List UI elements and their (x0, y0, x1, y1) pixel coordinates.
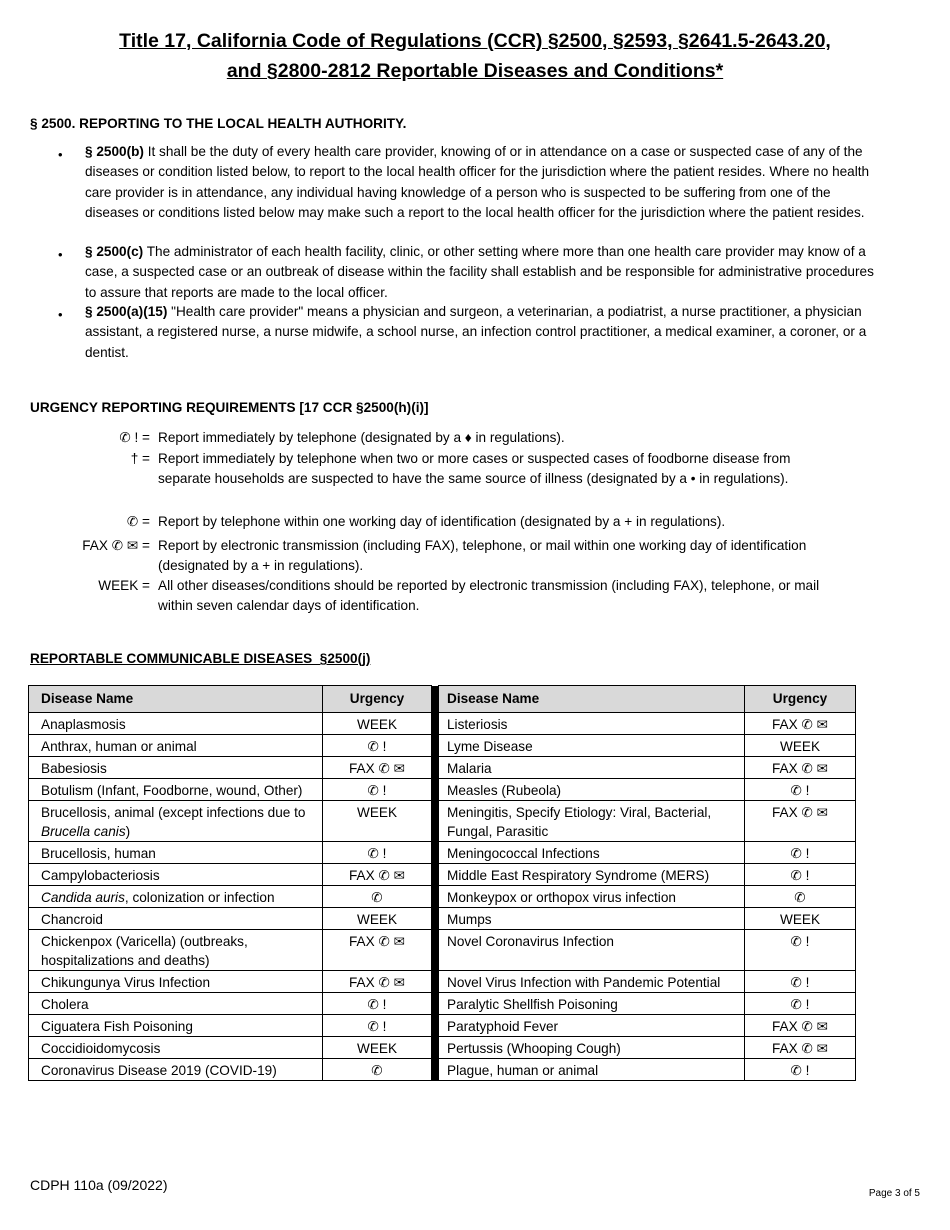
urgency-cell: FAX ✆ ✉ (745, 757, 856, 779)
urgency-cell: WEEK (745, 908, 856, 930)
urgency-cell: FAX ✆ ✉ (745, 801, 856, 842)
bullet-2500a15: • § 2500(a)(15) "Health care provider" means a physician and surgeon, a veterinarian, a podiatrist, a nurse practitioner, a physician assistant, a registered nurse, a nurse midwife, a school nurse, an infection control practitioner, a medical examiner, a coroner, or a dentist. (85, 302, 885, 363)
disease-name-cell (29, 757, 323, 779)
table-row (29, 1015, 856, 1037)
urgency-cell: WEEK (323, 801, 432, 842)
disease-name-cell (29, 779, 323, 801)
column-divider (432, 886, 439, 908)
disease-name-italic: Brucella canis (41, 824, 126, 839)
disease-name: Coronavirus Disease 2019 (COVID-19) (41, 1063, 277, 1078)
table-row (29, 993, 856, 1015)
column-divider (432, 930, 439, 971)
disease-name-cell (439, 713, 745, 735)
table-row (29, 1059, 856, 1081)
disease-name-cell (439, 993, 745, 1015)
urgency-cell: ✆ ! (745, 779, 856, 801)
column-divider (432, 864, 439, 886)
column-divider (432, 1037, 439, 1059)
disease-name: Lyme Disease (447, 739, 533, 754)
disease-name-cell (29, 735, 323, 757)
urgency-cell: FAX ✆ ✉ (323, 864, 432, 886)
disease-name-cell (439, 735, 745, 757)
urgency-cell: WEEK (323, 713, 432, 735)
urgency-cell: ✆ ! (745, 842, 856, 864)
disease-name-cell (439, 801, 745, 842)
disease-name: Brucellosis, animal (except infections due to (41, 805, 306, 820)
urgency-heading: URGENCY REPORTING REQUIREMENTS [17 CCR §2500(h)(i)] (30, 400, 429, 415)
disease-name: Chickenpox (Varicella) (outbreaks, hospitalizations and deaths) (41, 934, 248, 968)
table-row (29, 886, 856, 908)
table-row (29, 971, 856, 993)
disease-name: Meningitis, Specify Etiology: Viral, Bacterial, Fungal, Parasitic (447, 805, 712, 839)
disease-name-cell (29, 1015, 323, 1037)
disease-name: Chikungunya Virus Infection (41, 975, 211, 990)
header-urgency: Urgency (745, 686, 856, 713)
header-disease-name: Disease Name (29, 686, 323, 713)
urgency-cell: FAX ✆ ✉ (745, 1037, 856, 1059)
column-divider (432, 801, 439, 842)
column-divider (432, 757, 439, 779)
urgency-cell: FAX ✆ ✉ (745, 1015, 856, 1037)
disease-name-italic: Candida auris (41, 890, 125, 905)
disease-name: Botulism (Infant, Foodborne, wound, Other) (41, 783, 303, 798)
disease-name-cell (439, 1015, 745, 1037)
disease-name-cell (29, 971, 323, 993)
urgency-cell: ✆ (323, 886, 432, 908)
disease-name-cell (29, 713, 323, 735)
disease-name: Measles (Rubeola) (447, 783, 562, 798)
urgency-cell: ✆ ! (745, 971, 856, 993)
table-row (29, 801, 856, 842)
disease-name: Middle East Respiratory Syndrome (MERS) (447, 868, 710, 883)
disease-name: Meningococcal Infections (447, 846, 600, 861)
column-divider (432, 713, 439, 735)
disease-name: Cholera (41, 997, 89, 1012)
disease-name: , colonization or infection (124, 890, 275, 905)
urgency-cell: FAX ✆ ✉ (323, 757, 432, 779)
disease-name: Campylobacteriosis (41, 868, 160, 883)
table-row (29, 930, 856, 971)
urgency-cell: ✆ ! (323, 1015, 432, 1037)
urgency-cell: FAX ✆ ✉ (745, 713, 856, 735)
column-divider (432, 735, 439, 757)
column-divider (432, 1015, 439, 1037)
disease-name-cell (439, 930, 745, 971)
disease-name-cell (439, 864, 745, 886)
urgency-cell: ✆ ! (745, 930, 856, 971)
urgency-cell: ✆ (745, 886, 856, 908)
page-number: Page 3 of 5 (868, 1188, 920, 1199)
disease-name-cell (29, 842, 323, 864)
section-2500-heading: § 2500. REPORTING TO THE LOCAL HEALTH AUTHORITY. (30, 116, 407, 131)
disease-name-cell (29, 864, 323, 886)
column-divider (432, 686, 439, 713)
urgency-cell: ✆ ! (323, 779, 432, 801)
urgency-cell: FAX ✆ ✉ (323, 930, 432, 971)
table-row (29, 908, 856, 930)
disease-name-cell (29, 801, 323, 842)
form-number: CDPH 110a (09/2022) (30, 1177, 168, 1193)
table-row (29, 1037, 856, 1059)
urgency-cell: ✆ ! (745, 993, 856, 1015)
bullet-2500b: • § 2500(b) It shall be the duty of every health care provider, knowing of or in attendance on a case or suspected case of any of the diseases or condition listed below, to report to the local health officer for the jurisdiction where the patient resides. Where no health care provider is in attendance, any individual having knowledge of a person who is suspected to be suffering from one of the diseases or conditions listed below may make such a report to the local health officer for the jurisdiction where the patient resides. (85, 142, 885, 223)
disease-name-cell (29, 886, 323, 908)
urgency-cell: ✆ ! (323, 993, 432, 1015)
column-divider (432, 971, 439, 993)
urgency-cell: ✆ ! (323, 735, 432, 757)
column-divider (432, 993, 439, 1015)
disease-name: Novel Coronavirus Infection (447, 934, 614, 949)
disease-name-suffix: ) (125, 824, 131, 839)
disease-name-cell (29, 993, 323, 1015)
column-divider (432, 1059, 439, 1081)
disease-name: Novel Virus Infection with Pandemic Potential (447, 975, 721, 990)
urgency-cell: FAX ✆ ✉ (323, 971, 432, 993)
table-row (29, 735, 856, 757)
disease-name-cell (439, 757, 745, 779)
urgency-cell: ✆ ! (745, 864, 856, 886)
disease-name: Coccidioidomycosis (41, 1041, 161, 1056)
disease-name: Monkeypox or orthopox virus infection (447, 890, 676, 905)
urgency-cell: ✆ (323, 1059, 432, 1081)
disease-name: Chancroid (41, 912, 103, 927)
table-row (29, 713, 856, 735)
bullet-2500c: • § 2500(c) The administrator of each health facility, clinic, or other setting where more than one health care provider may know of a case, a suspected case or an outbreak of disease within the facility shall establish and be responsible for administrative procedures to assure that reports are made to the local officer. (85, 242, 885, 303)
disease-name: Ciguatera Fish Poisoning (41, 1019, 193, 1034)
disease-name: Anaplasmosis (41, 717, 126, 732)
header-disease-name: Disease Name (439, 686, 745, 713)
disease-name: Mumps (447, 912, 492, 927)
disease-name-cell (29, 1037, 323, 1059)
disease-name: Malaria (447, 761, 492, 776)
disease-name: Brucellosis, human (41, 846, 156, 861)
page-title: Title 17, California Code of Regulations (CCR) §2500, §2593, §2641.5-2643.20, and §2800-2812 Reportable Diseases and Conditions* (119, 30, 831, 82)
diseases-table (28, 685, 856, 1081)
document-page: Title 17, California Code of Regulations (CCR) §2500, §2593, §2641.5-2643.20, and §2800-2812 Reportable Diseases and Conditions* § 2500. REPORTING TO THE LOCAL HEALTH AUTHORITY. • § 2500(b) It shall be the duty of every health care provider, knowing of or in attendance on a case or suspected case of any of the diseases or condition listed below, to report to the local health officer for the jurisdiction where the patient resides. Where no health care provider is in attendance, any individual having knowledge of a person who is suspected to be suffering from one of the diseases or conditions listed below may make such a report to the local health officer for the jurisdiction where the patient resides. • § 2500(c) The administrator of each health facility, clinic, or other setting where more than one health care provider may know of a case, a suspected case or an outbreak of disease within the facility shall establish and be responsible for administrative procedures to assure that reports are made to the local officer. • § 2500(a)(15) "Health care provider" means a physician and surgeon, a veterinarian, a podiatrist, a nurse practitioner, a physician assistant, a registered nurse, a nurse midwife, a school nurse, an infection control practitioner, a medical examiner, a coroner, or a dentist. URGENCY REPORTING REQUIREMENTS [17 CCR §2500(h)(i)] ✆ ! = Report immediately by telephone (designated by a ♦ in regulations). † = Report immediately by telephone when two or more cases or suspected cases of foodborne disease from separate households are suspected to have the same source of illness (designated by a • in regulations). ✆ = Report by telephone within one working day of identification (designated by a + in regulations). FAX ✆ ✉ = Report by electronic transmission (including FAX), telephone, or mail within one working day of identification (designated by a + in regulations). WEEK = All other diseases/conditions should be reported by electronic transmission (including FAX), telephone, or mail within seven calendar days of identification. REPORTABLE COMMUNICABLE DISEASES §2500(j) Disease Name Urgency Disease Name Urgency Anaplasmosis WEEK Listeriosis FAX ✆ ✉ Anthrax, human or animal ✆ ! Lyme Disease WEEK Babesiosis FAX ✆ ✉ Malaria FAX ✆ ✉ Botulism (Infant, Foodborne, wound, Other) ✆ ! Measles (Rubeola) ✆ ! Brucellosis, animal (except infections due to Brucella canis) WEEK Meningitis, Specify Etiology: Viral, Bacterial, Fungal, Parasitic FAX ✆ ✉ Brucellosis, human ✆ ! Meningococcal Infections ✆ ! Campylobacteriosis FAX ✆ ✉ Middle East Respiratory Syndrome (MERS) ✆ ! Candida auris, colonization or infection ✆ Monkeypox or orthopox virus infection ✆ Chancroid WEEK Mumps WEEK Chickenpox (Varicella) (outbreaks, hospitalizations and deaths) FAX ✆ ✉ Novel Coronavirus Infection ✆ ! Chikungunya Virus Infection FAX ✆ ✉ Novel Virus Infection with Pandemic Potential ✆ ! Cholera ✆ ! Paralytic Shellfish Poisoning ✆ ! Ciguatera Fish Poisoning ✆ ! Paratyphoid Fever FAX ✆ ✉ Coccidioidomycosis WEEK Pertussis (Whooping Cough) FAX ✆ ✉ Coronavirus Disease 2019 (COVID-19) ✆ Plague, human or animal ✆ ! CDPH 110a (09/2022) Page 3 of 5 (0, 0, 950, 1230)
table-row (29, 757, 856, 779)
disease-name-cell (29, 908, 323, 930)
disease-name-cell (29, 930, 323, 971)
disease-name-cell (29, 1059, 323, 1081)
urgency-cell: WEEK (323, 1037, 432, 1059)
disease-name: Plague, human or animal (447, 1063, 599, 1078)
column-divider (432, 779, 439, 801)
disease-name: Pertussis (Whooping Cough) (447, 1041, 621, 1056)
table-row (29, 864, 856, 886)
column-divider (432, 908, 439, 930)
header-urgency: Urgency (323, 686, 432, 713)
column-divider (432, 842, 439, 864)
disease-name: Babesiosis (41, 761, 107, 776)
urgency-cell: WEEK (745, 735, 856, 757)
table-row (29, 779, 856, 801)
disease-name-cell (439, 779, 745, 801)
disease-name-cell (439, 971, 745, 993)
urgency-cell: WEEK (323, 908, 432, 930)
table-row (29, 842, 856, 864)
urgency-cell: ✆ ! (323, 842, 432, 864)
table-header-row (29, 686, 856, 713)
disease-name-cell (439, 908, 745, 930)
disease-name: Paratyphoid Fever (447, 1019, 559, 1034)
disease-name-cell (439, 1059, 745, 1081)
disease-name-cell (439, 842, 745, 864)
disease-name-cell (439, 1037, 745, 1059)
diseases-heading: REPORTABLE COMMUNICABLE DISEASES §2500(j) (30, 651, 371, 666)
disease-name: Anthrax, human or animal (41, 739, 197, 754)
disease-name: Listeriosis (447, 717, 508, 732)
disease-name-cell (439, 886, 745, 908)
disease-name: Paralytic Shellfish Poisoning (447, 997, 618, 1012)
urgency-cell: ✆ ! (745, 1059, 856, 1081)
